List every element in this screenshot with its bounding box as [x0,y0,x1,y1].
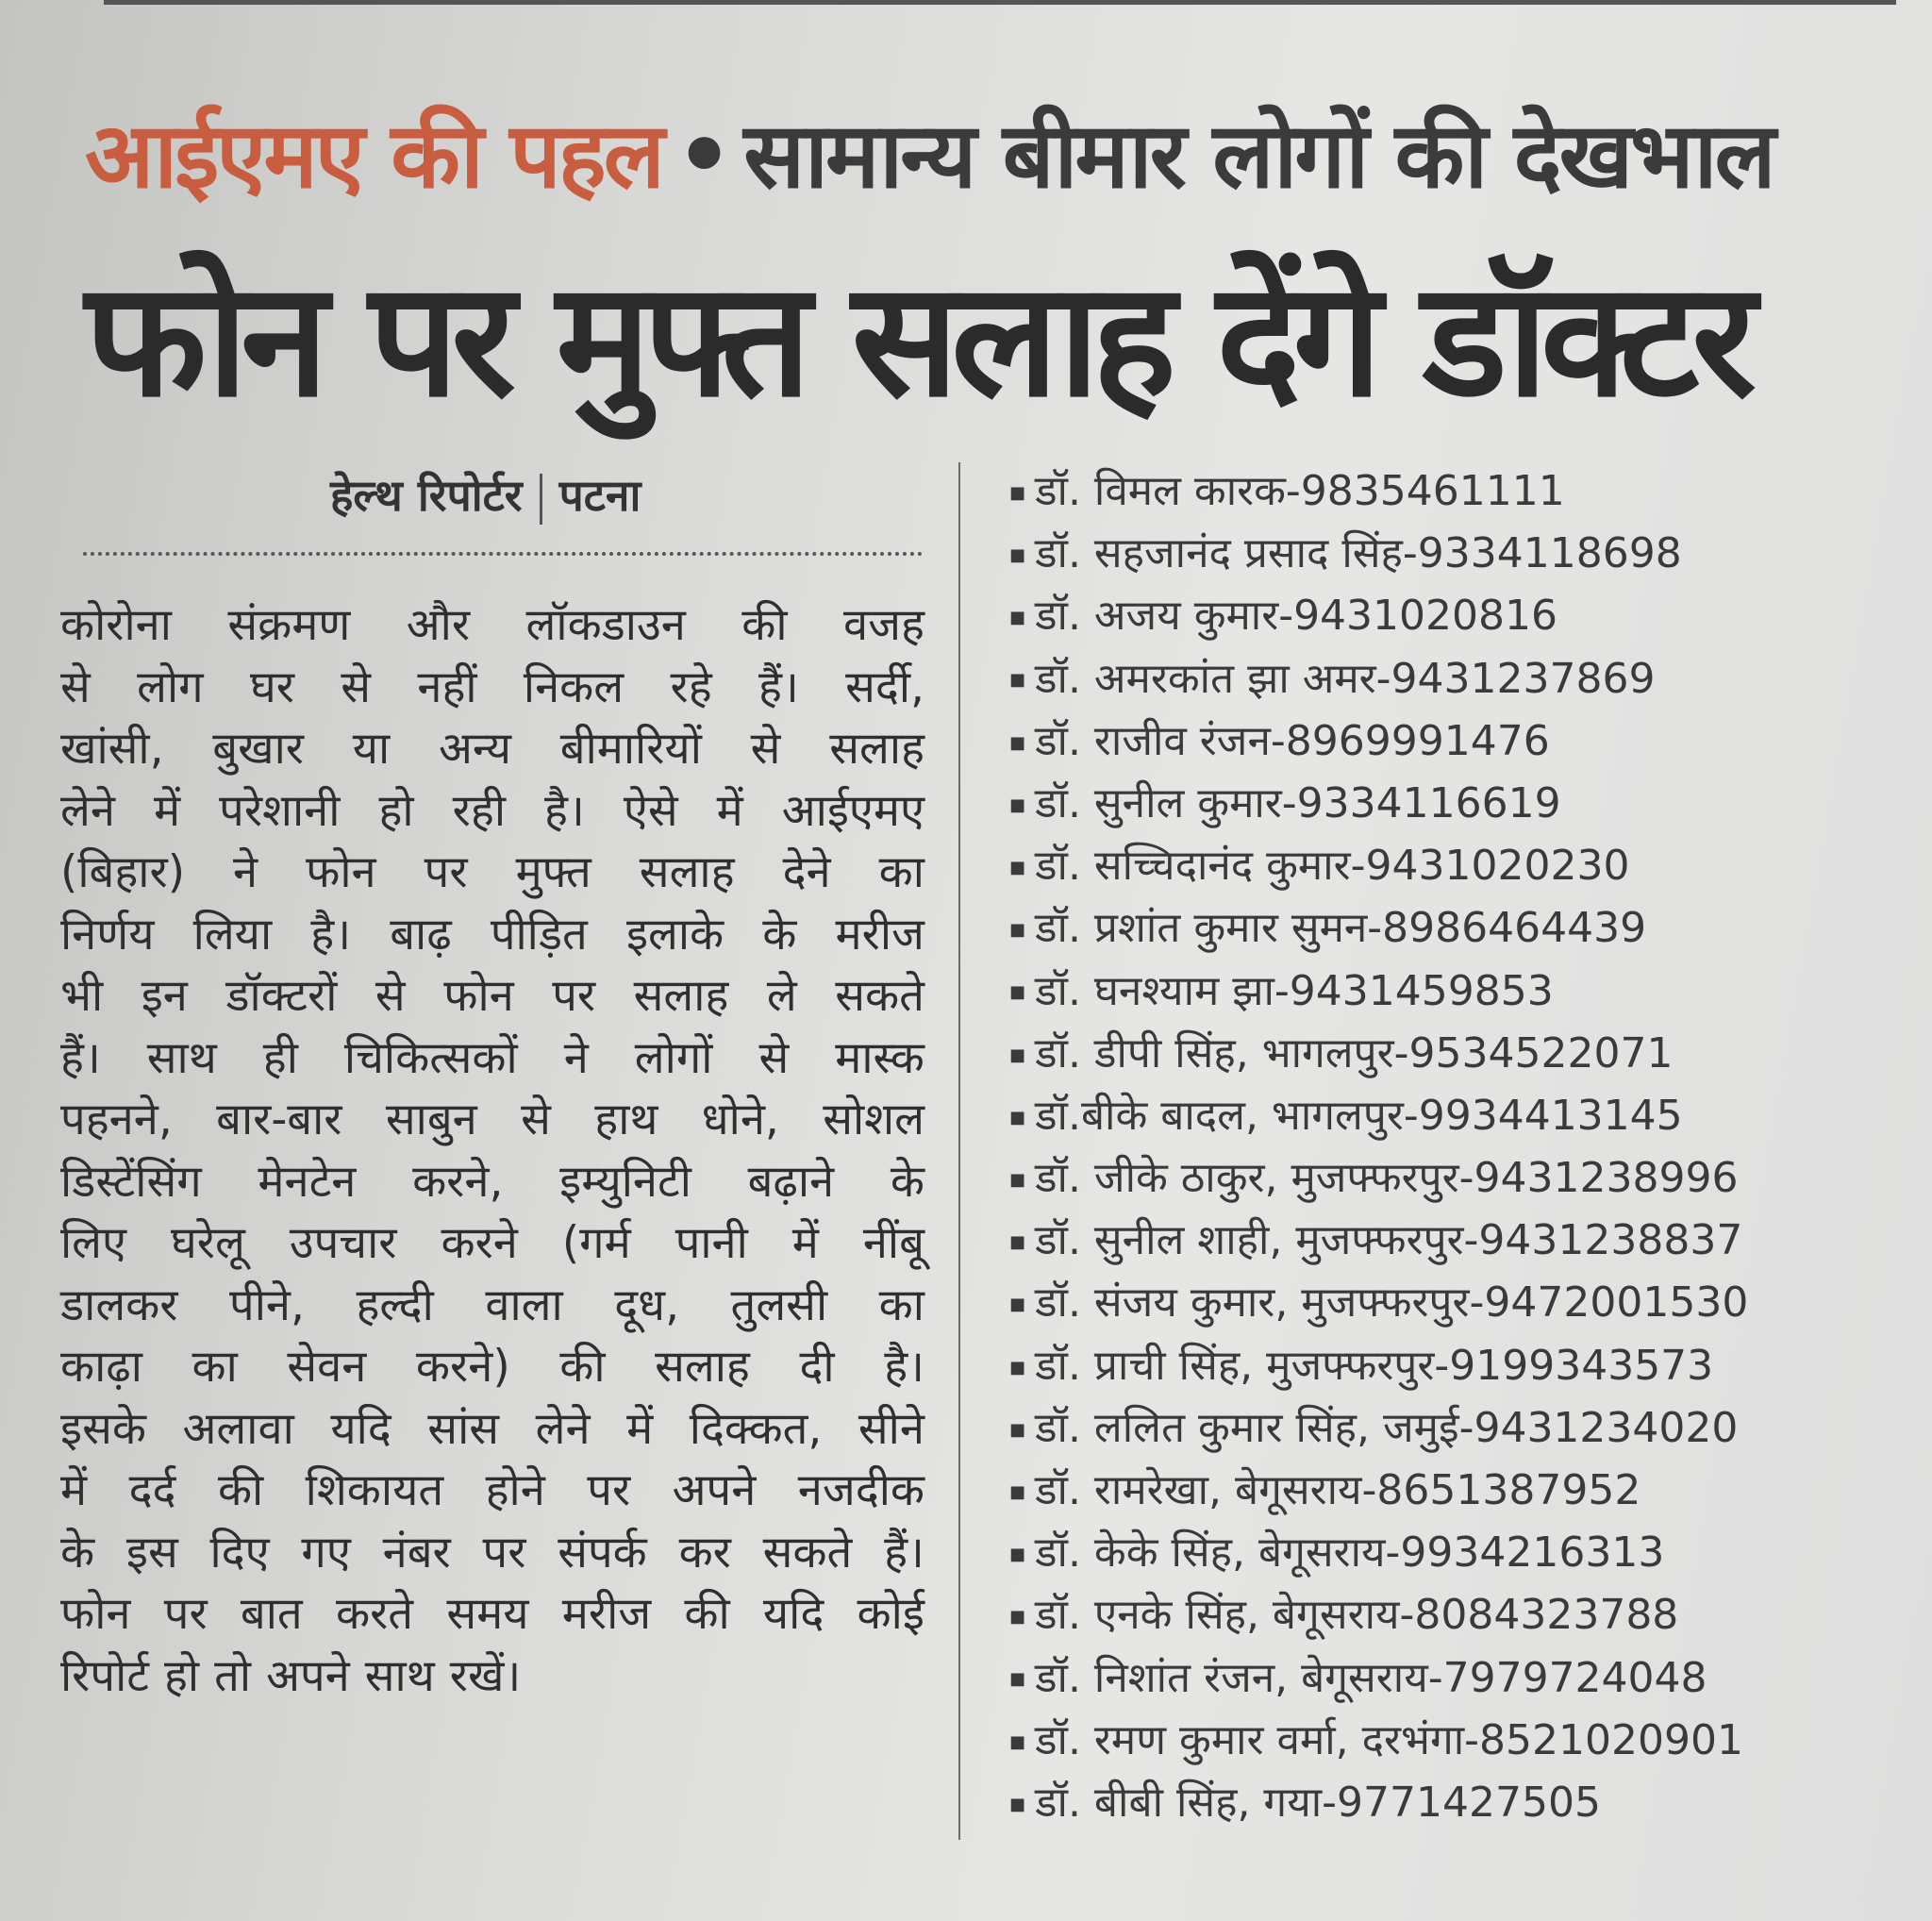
doctor-list-item: ■ डॉ. बीबी सिंह, गया-9771427505 [1009,1772,1915,1834]
article-line: रिपोर्ट हो तो अपने साथ रखें। [60,1649,522,1702]
doctor-list-item: ■ डॉ. सच्चिदानंद कुमार-9431020230 [1009,835,1915,897]
doctor-list-item: ■ डॉ. राजीव रंजन-8969991476 [1009,710,1915,773]
doctor-list-item: ■ डॉ. केके सिंह, बेगूसराय-9934216313 [1009,1522,1915,1584]
doctor-list-item: ■ डॉ. सहजानंद प्रसाद सिंह-9334118698 [1009,523,1915,585]
doctor-list [1009,460,1915,1857]
doctor-list-item: ■ डॉ. एनके सिंह, बेगूसराय-8084323788 [1009,1584,1915,1646]
article-line: हैं। साथ ही चिकित्सकों ने लोगों से मास्क [60,1031,924,1084]
article-line: भी इन डॉक्टरों से फोन पर सलाह ले सकते [60,970,924,1022]
doctor-list-item: ■ डॉ. अजय कुमार-9431020816 [1009,585,1915,647]
doctor-list-item: ■ डॉ. प्रशांत कुमार सुमन-8986464439 [1009,897,1915,960]
doctor-list-item: ■ डॉ.बीके बादल, भागलपुर-9934413145 [1009,1085,1915,1147]
article-body [60,594,924,1887]
doctor-list-item: ■ डॉ. सुनील शाही, मुजफ्फरपुर-9431238837 [1009,1210,1915,1272]
doctor-list-item: ■ डॉ. विमल कारक-9835461111 [1009,460,1915,523]
article-line: इसके अलावा यदि सांस लेने में दिक्कत, सीने [60,1402,924,1455]
byline-dotted-rule [83,552,923,556]
byline-separator [540,474,542,525]
article-line: लेने में परेशानी हो रही है। ऐसे में आईएमए [60,784,924,837]
top-rule [104,0,1896,5]
byline-location: पटना [558,470,641,521]
article-line: फोन पर बात करते समय मरीज की यदि कोई [60,1588,924,1640]
article-line: कोरोना संक्रमण और लॉकडाउन की वजह [60,599,924,651]
article-line: काढ़ा का सेवन करने) की सलाह दी है। [60,1341,924,1393]
kicker [85,94,1896,217]
kicker-highlight: आईएमए की पहल [85,103,662,209]
doctor-list-item: ■ डॉ. निशांत रंजन, बेगूसराय-7979724048 [1009,1647,1915,1710]
kicker-bullet: • [675,103,731,209]
article-line: से लोग घर से नहीं निकल रहे हैं। सर्दी, [60,660,924,713]
doctor-list-item: ■ डॉ. रमण कुमार वर्मा, दरभंगा-8521020901 [1009,1710,1915,1772]
article-line: निर्णय लिया है। बाढ़ पीड़ित इलाके के मरीज [60,908,924,960]
doctor-list-item: ■ डॉ. सुनील कुमार-9334116619 [1009,773,1915,835]
doctor-list-item: ■ डॉ. जीके ठाकुर, मुजफ्फरपुर-9431238996 [1009,1147,1915,1210]
doctor-list-item: ■ डॉ. संजय कुमार, मुजफ्फरपुर-9472001530 [1009,1272,1915,1334]
byline [330,462,641,528]
article-line: के इस दिए गए नंबर पर संपर्क कर सकते हैं। [60,1526,924,1579]
doctor-list-item: ■ डॉ. डीपी सिंह, भागलपुर-9534522071 [1009,1023,1915,1085]
doctor-list-item: ■ डॉ. प्राची सिंह, मुजफ्फरपुर-9199343573 [1009,1335,1915,1397]
doctor-list-item: ■ डॉ. रामरेखा, बेगूसराय-8651387952 [1009,1460,1915,1522]
doctor-list-item: ■ डॉ. ललित कुमार सिंह, जमुई-9431234020 [1009,1397,1915,1460]
article-line: (बिहार) ने फोन पर मुफ्त सलाह देने का [60,846,924,898]
byline-reporter: हेल्थ रिपोर्टर [330,470,523,521]
kicker-text: सामान्य बीमार लोगों की देखभाल [743,103,1774,209]
headline: फोन पर मुफ्त सलाह देंगे डॉक्टर [85,247,1749,432]
article-line: डालकर पीने, हल्दी वाला दूध, तुलसी का [60,1278,924,1331]
doctor-list-item: ■ डॉ. अमरकांत झा अमर-9431237869 [1009,648,1915,710]
article-line: लिए घरेलू उपचार करने (गर्म पानी में नींबू [60,1217,924,1269]
article-line: पहनने, बार-बार साबुन से हाथ धोने, सोशल [60,1094,924,1145]
doctor-list-item: ■ डॉ. घनश्याम झा-9431459853 [1009,960,1915,1023]
column-divider [958,462,960,1840]
article-line: खांसी, बुखार या अन्य बीमारियों से सलाह [60,723,924,775]
article-line: में दर्द की शिकायत होने पर अपने नजदीक [60,1464,924,1516]
article-line: डिस्टेंसिंग मेनटेन करने, इम्युनिटी बढ़ाने के [60,1155,924,1208]
